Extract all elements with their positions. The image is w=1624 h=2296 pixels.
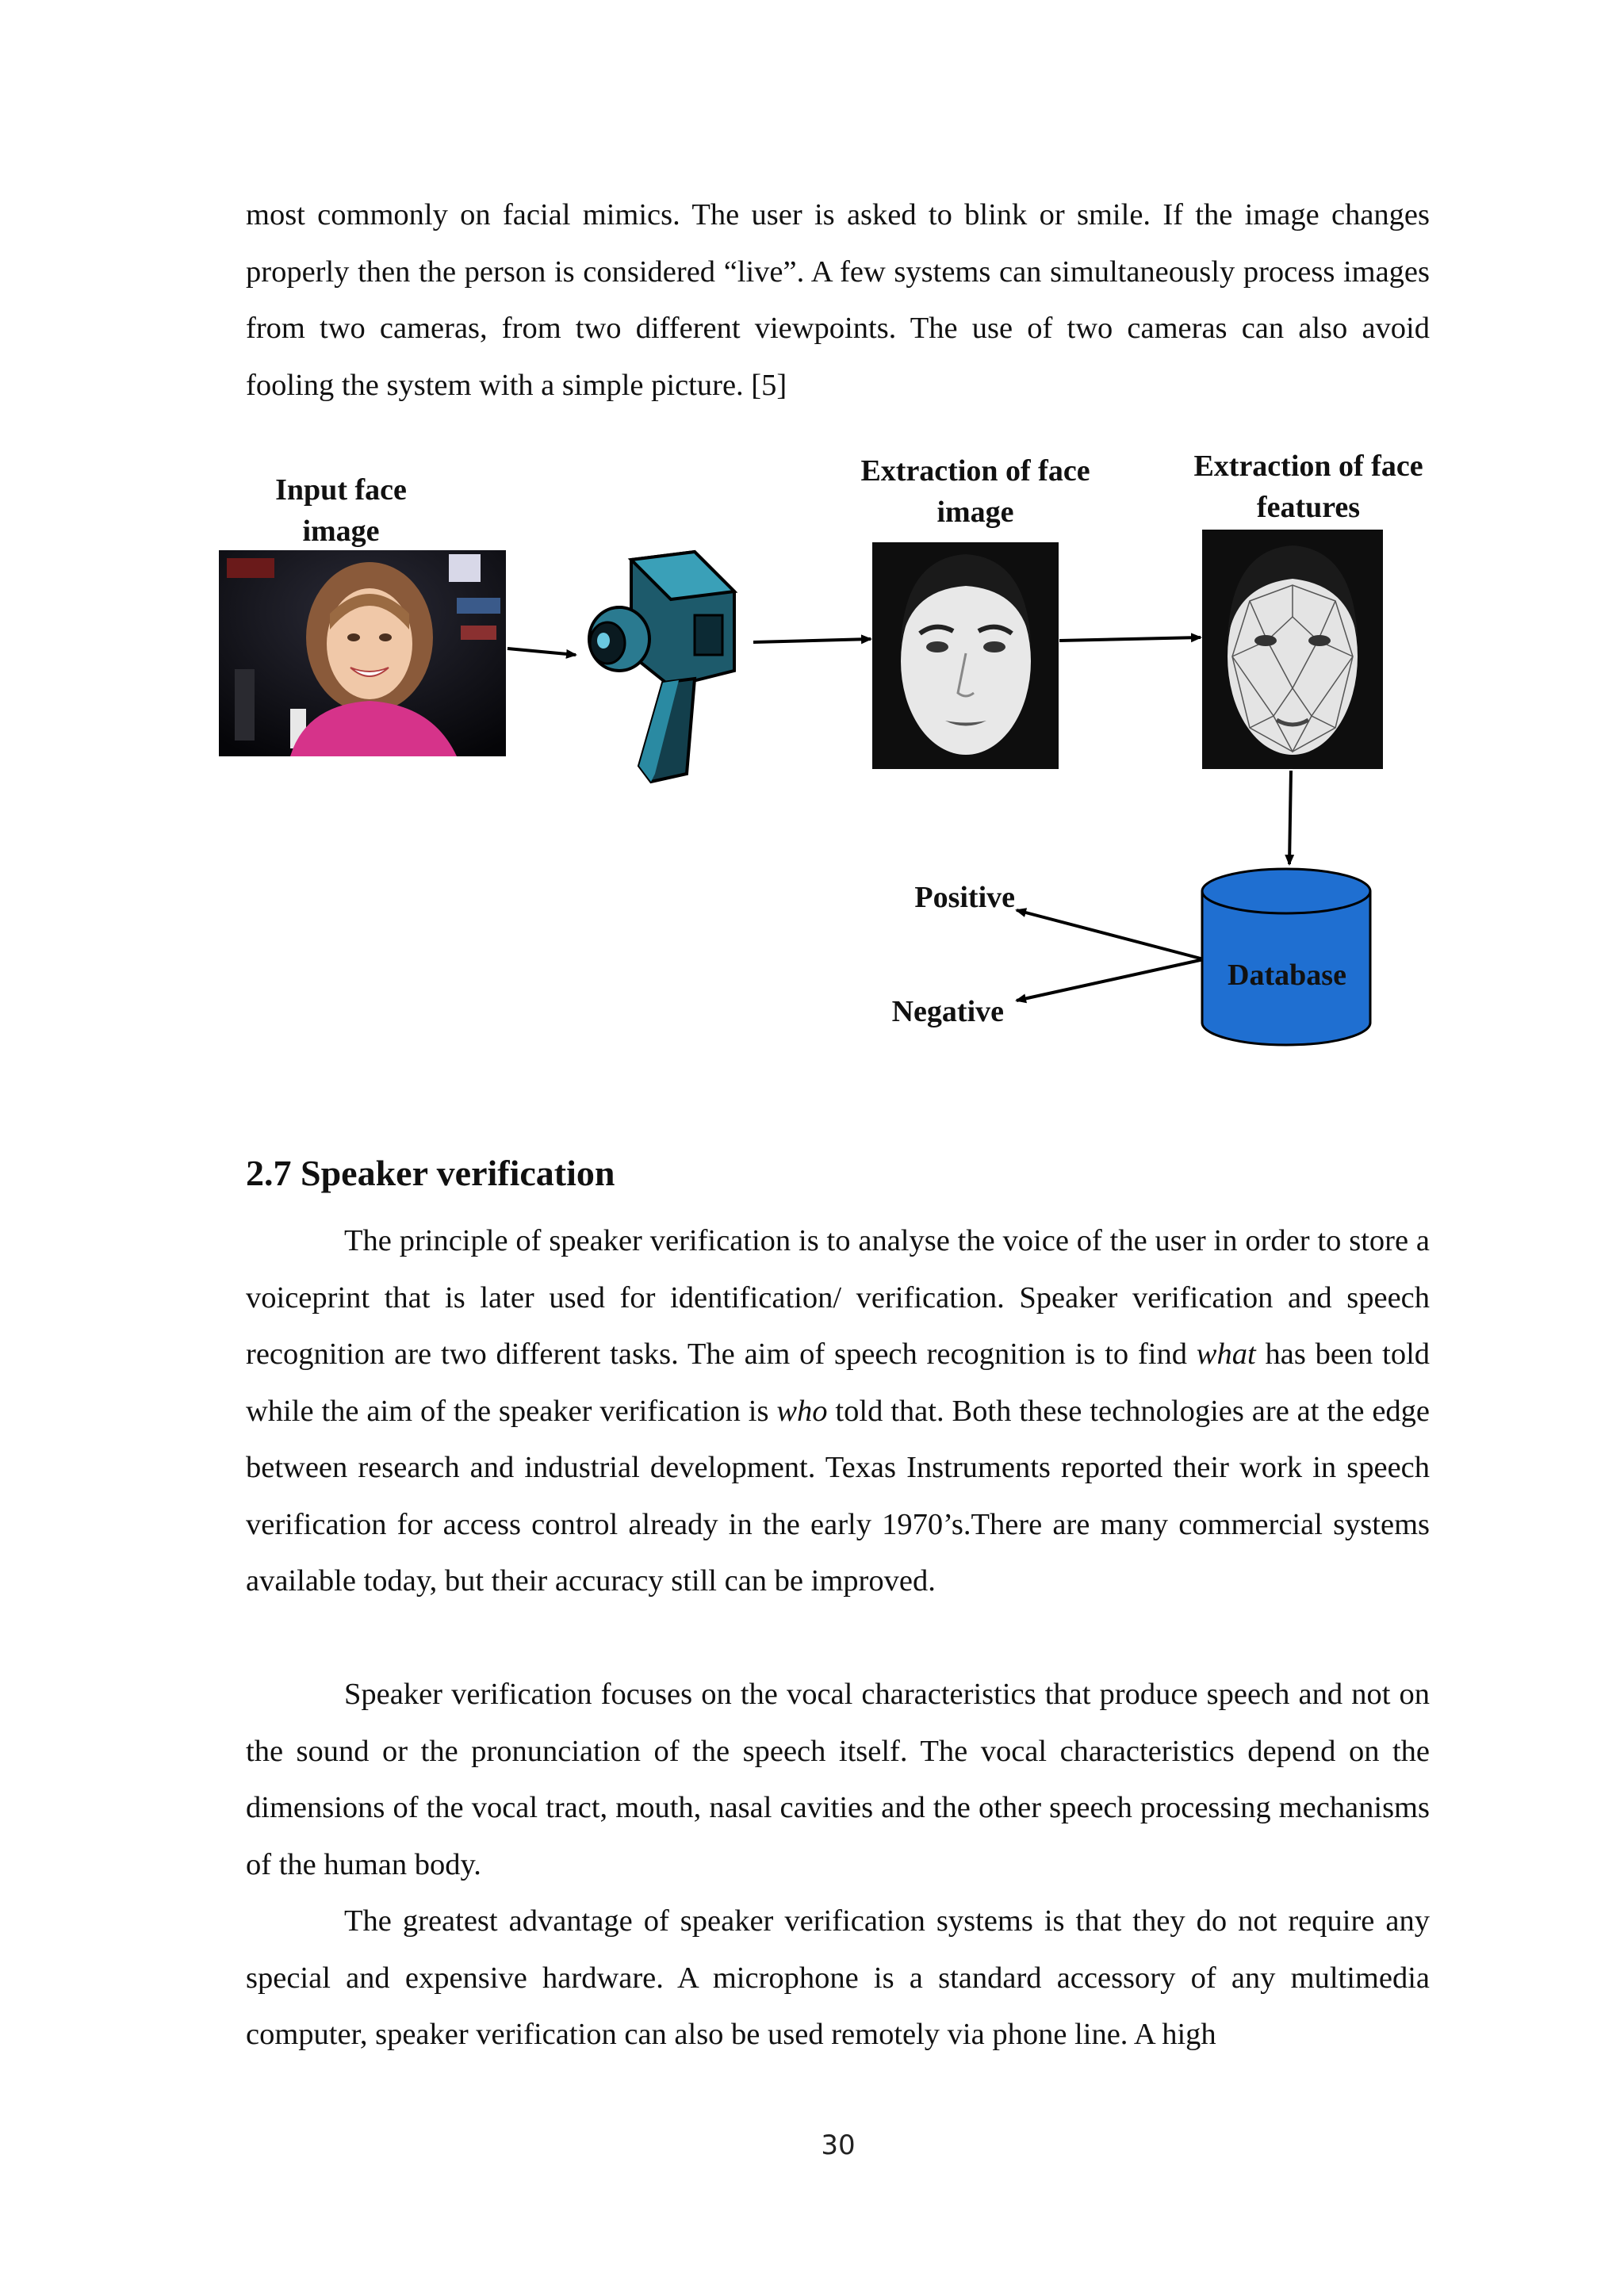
arrow-database-to-negative [1017, 959, 1204, 1001]
negative-label: Negative [891, 995, 1004, 1028]
extraction-face-features-label: Extraction of face features [1193, 450, 1423, 524]
speaker-paragraph-1: The principle of speaker verification is to analyse the voice of the user in order to store a voiceprint that is later used for identification/ verification. Speaker verification and speech recognition are two different tasks. The aim of speech recognition is to find what has been told while the aim of the speaker verification is who told that. Both these technologies are at the edge between research and industrial development. Texas Instruments reported their work in speech verification for access control already in the early 1970’s.There are many commercial systems available today, but their accuracy still can be improved. [246, 1224, 1431, 1598]
arrow-database-to-positive [1017, 910, 1204, 959]
input-face-image-label: Input face image [275, 473, 407, 548]
arrow-camera-to-face [753, 639, 871, 642]
section-title: 2.7 Speaker verification [246, 1153, 615, 1193]
positive-label: Positive [914, 881, 1015, 914]
database-label: Database [1228, 959, 1346, 992]
speaker-paragraph-2: Speaker verification focuses on the vocal characteristics that produce speech and not on the sound or the pronunciation of the speech itself. The vocal characteristics depend on the dimensions of the vocal tract, mouth, nasal cavities and the other speech processing mechanisms of the human body. [246, 1678, 1430, 1881]
page-number: 30 [821, 2130, 856, 2161]
intro-paragraph: most commonly on facial mimics. The user is asked to blink or smile. If the image changes properly then the person is considered “live”. A few systems can simultaneously process images from two cameras, from two different viewpoints. The use of two cameras can also avoid fooling the system with a simple picture. [5] [246, 198, 1430, 402]
arrow-features-to-database [1289, 771, 1291, 864]
arrow-face-to-features [1059, 637, 1201, 641]
diagram-connectors [0, 0, 1624, 1110]
speaker-paragraph-3: The greatest advantage of speaker verification systems is that they do not require any special and expensive hardware. A microphone is a standard accessory of any multimedia computer, speaker verification can also be used remotely via phone line. A high [246, 1904, 1430, 2051]
extraction-face-image-label: Extraction of face image [860, 454, 1090, 529]
arrow-photo-to-camera [508, 649, 576, 655]
